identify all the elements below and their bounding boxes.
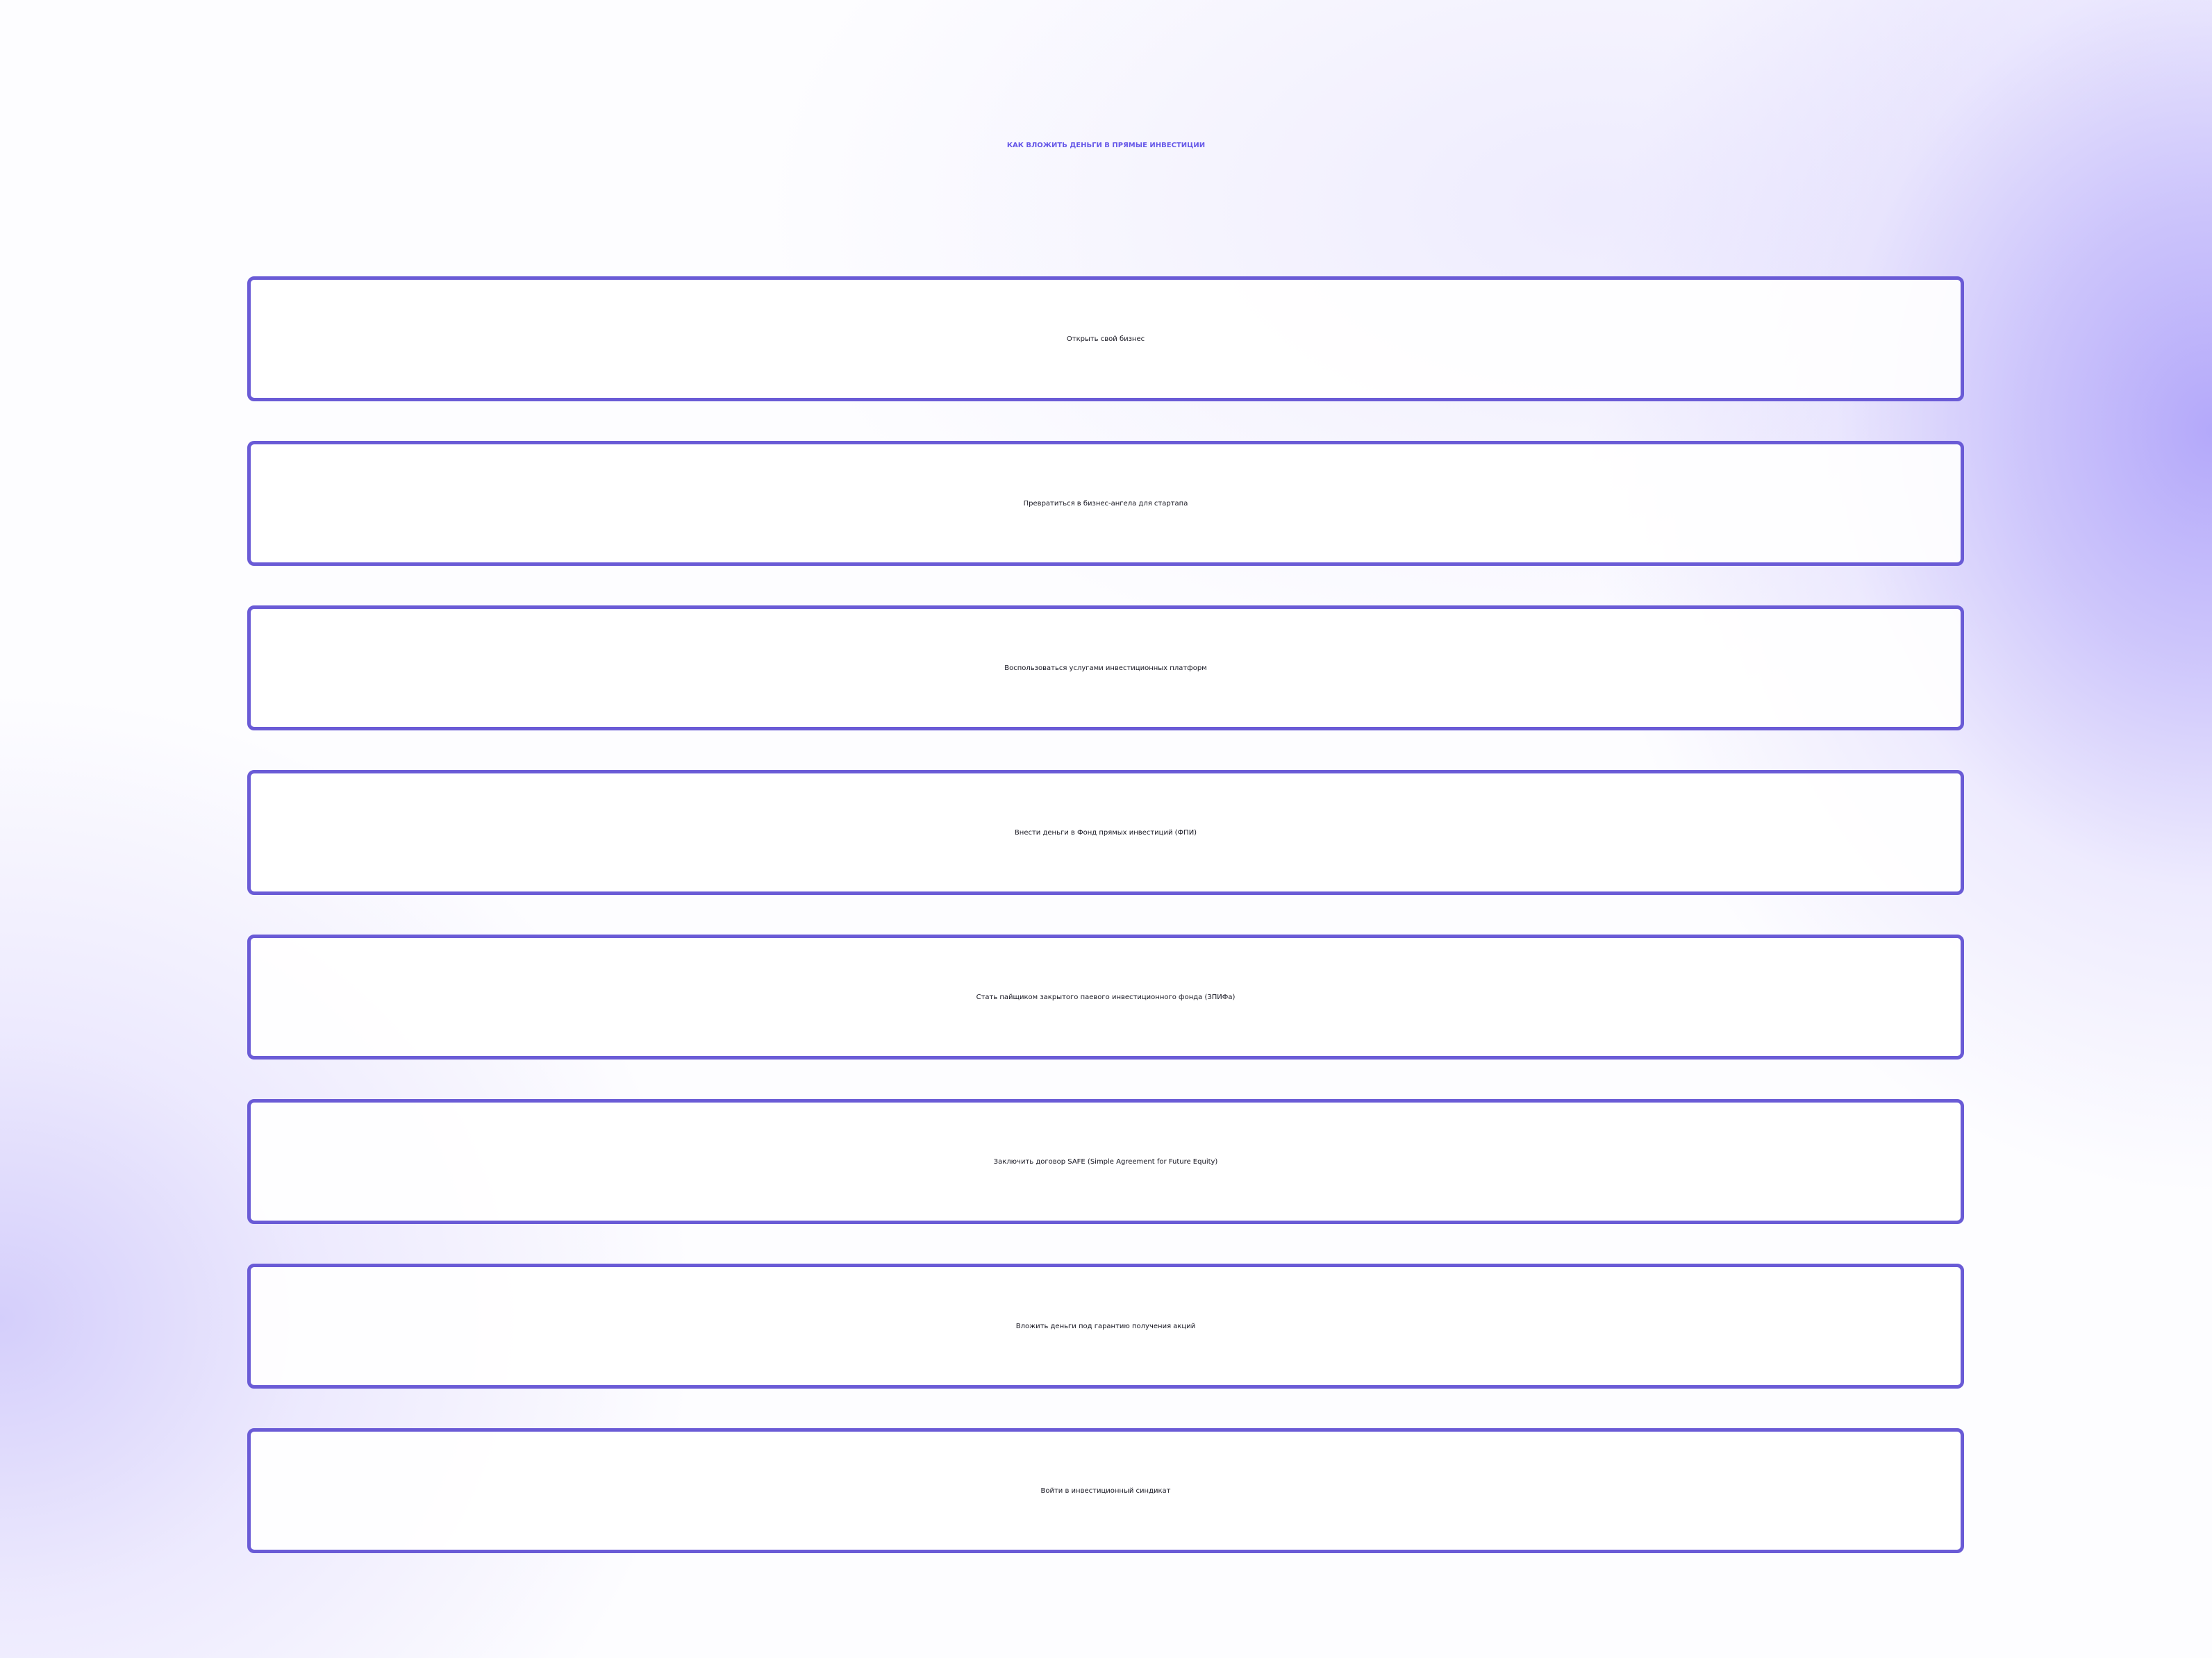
list-item-investment-syndicate: Войти в инвестиционный синдикат: [247, 1428, 1964, 1553]
list-item-direct-investment-fund: Внести деньги в Фонд прямых инвестиций (ФПИ): [247, 770, 1964, 895]
list-item-closed-mutual-fund: Стать пайщиком закрытого паевого инвестиционного фонда (ЗПИФа): [247, 935, 1964, 1060]
list-item-open-business: Открыть свой бизнес: [247, 276, 1964, 401]
list-item-investment-platforms: Воспользоваться услугами инвестиционных платформ: [247, 605, 1964, 730]
list-item-business-angel: Превратиться в бизнес-ангела для стартапа: [247, 441, 1964, 566]
investment-methods-list: [247, 276, 1964, 1593]
page-title: КАК ВЛОЖИТЬ ДЕНЬГИ В ПРЯМЫЕ ИНВЕСТИЦИИ: [1006, 142, 1206, 149]
list-item-shares-guarantee: Вложить деньги под гарантию получения акций: [247, 1264, 1964, 1389]
list-item-safe-agreement: Заключить договор SAFE (Simple Agreement for Future Equity): [247, 1099, 1964, 1224]
